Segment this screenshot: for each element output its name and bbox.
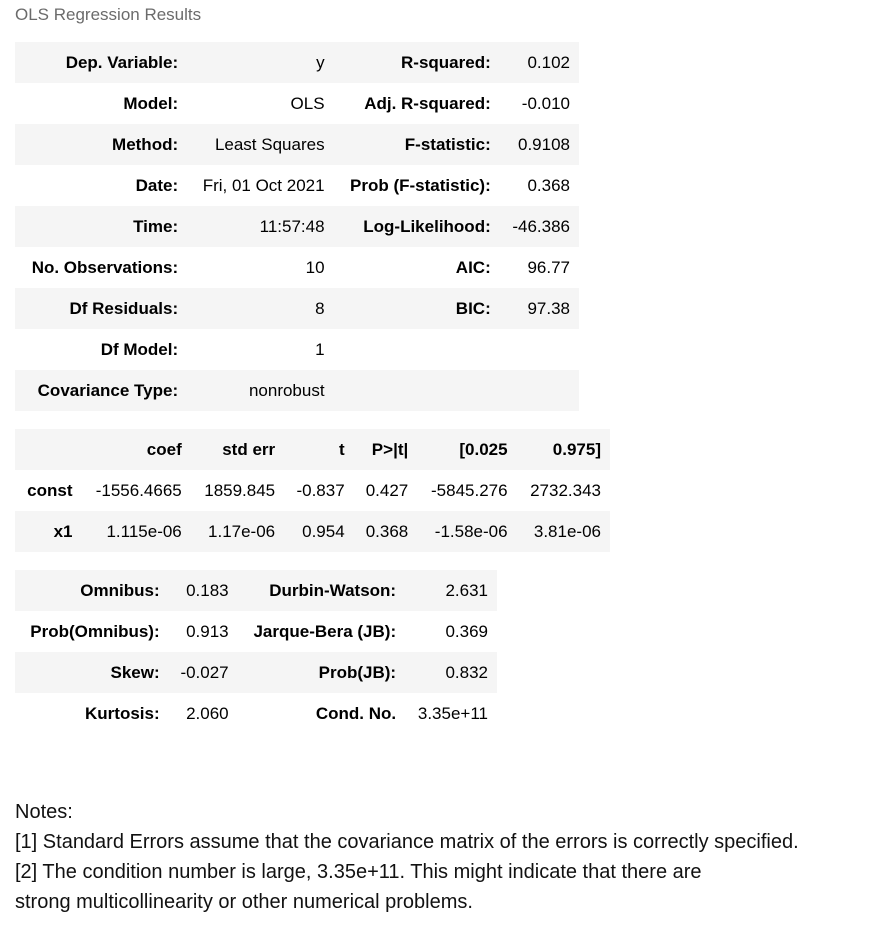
column-header: t: [339, 439, 345, 459]
table-cell: 2732.343: [530, 480, 601, 500]
stat-value: Fri, 01 Oct 2021: [202, 175, 325, 195]
table-cell: 0.427: [365, 480, 409, 500]
column-header: coef: [146, 439, 182, 459]
table-row: [15, 124, 579, 165]
table-row: [15, 165, 579, 206]
column-header: [15, 429, 82, 470]
stat-label: Df Model:: [100, 339, 179, 359]
notes-heading: Notes:: [15, 801, 73, 823]
stat-value: 3.35e+11: [417, 703, 488, 723]
table-row: [15, 652, 497, 693]
table-cell: 1.115e-06: [106, 521, 182, 541]
stat-value: 2.631: [445, 580, 488, 600]
table-cell: -5845.276: [431, 480, 508, 500]
stat-label: Omnibus:: [80, 580, 160, 600]
stat-value: 0.102: [527, 52, 570, 72]
stat-value: 0.369: [445, 621, 488, 641]
stat-label: Adj. R-squared:: [364, 93, 491, 113]
stat-label: R-squared:: [401, 52, 491, 72]
table-header-row: [15, 429, 610, 470]
stat-value: y: [316, 52, 325, 72]
stat-label: Model:: [123, 93, 179, 113]
table-row: [15, 611, 497, 652]
table-row: [15, 470, 610, 511]
stat-value: 8: [315, 298, 325, 318]
table-row: [15, 42, 579, 83]
diagnostics-table: [15, 570, 497, 734]
row-label: const: [27, 480, 73, 500]
table-cell: 1.17e-06: [208, 521, 276, 541]
stat-label: Prob (F-statistic):: [350, 175, 491, 195]
stat-label: Covariance Type:: [37, 380, 179, 400]
table-cell: 3.81e-06: [533, 521, 601, 541]
stat-label: Method:: [112, 134, 179, 154]
stat-label: Date:: [135, 175, 179, 195]
stat-value: 0.183: [186, 580, 229, 600]
model-summary-table: [15, 42, 579, 411]
table-row: [15, 206, 579, 247]
stat-label: AIC:: [455, 257, 491, 277]
table-caption: OLS Regression Results: [15, 5, 202, 24]
stat-label: [334, 329, 500, 370]
table-row: [15, 247, 579, 288]
stat-value: -0.027: [180, 662, 229, 682]
stat-value: -46.386: [512, 216, 570, 236]
stat-label: Kurtosis:: [85, 703, 160, 723]
stat-label: Df Residuals:: [69, 298, 179, 318]
stat-label: Prob(JB):: [318, 662, 397, 682]
stat-value: OLS: [290, 93, 325, 113]
table-row: [15, 570, 497, 611]
stat-label: BIC:: [455, 298, 491, 318]
stat-label: Cond. No.: [315, 703, 397, 723]
table-row: [15, 370, 579, 411]
stat-label: Prob(Omnibus):: [30, 621, 160, 641]
stat-label: Time:: [133, 216, 179, 236]
stat-label: F-statistic:: [404, 134, 491, 154]
stat-value: 11:57:48: [259, 216, 325, 236]
note-line: [2] The condition number is large, 3.35e+11. This might indicate that there are: [15, 861, 702, 883]
table-cell: -0.837: [296, 480, 345, 500]
stat-value: 96.77: [527, 257, 570, 277]
table-cell: 1859.845: [204, 480, 276, 500]
note-line: [1] Standard Errors assume that the covariance matrix of the errors is correctly specified.: [15, 831, 799, 853]
stat-label: Dep. Variable:: [65, 52, 179, 72]
stat-value: 0.832: [445, 662, 488, 682]
stat-value: 2.060: [186, 703, 229, 723]
stat-label: [334, 370, 500, 411]
table-row: [15, 693, 497, 734]
stat-value: 0.9108: [518, 134, 570, 154]
note-line: strong multicollinearity or other numerical problems.: [15, 891, 473, 913]
column-header: P>|t|: [371, 439, 409, 459]
stat-value: [500, 329, 579, 370]
stat-label: No. Observations:: [31, 257, 179, 277]
table-cell: -1556.4665: [95, 480, 182, 500]
stat-label: Durbin-Watson:: [269, 580, 397, 600]
stat-value: 0.368: [527, 175, 570, 195]
row-label: x1: [53, 521, 73, 541]
notes-section: [15, 797, 875, 917]
table-row: [15, 511, 610, 552]
table-cell: -1.58e-06: [434, 521, 508, 541]
stat-value: 1: [315, 339, 325, 359]
table-row: [15, 288, 579, 329]
stat-value: 0.913: [186, 621, 229, 641]
stat-label: Jarque-Bera (JB):: [253, 621, 397, 641]
stat-value: 97.38: [527, 298, 570, 318]
stat-label: Log-Likelihood:: [363, 216, 491, 236]
stat-value: -0.010: [521, 93, 570, 113]
stat-label: Skew:: [110, 662, 160, 682]
column-header: std err: [222, 439, 276, 459]
coefficients-table: [15, 429, 610, 552]
table-cell: 0.368: [365, 521, 409, 541]
table-row: [15, 83, 579, 124]
stat-value: nonrobust: [248, 380, 325, 400]
table-cell: 0.954: [302, 521, 345, 541]
stat-value: Least Squares: [214, 134, 325, 154]
stat-value: [500, 370, 579, 411]
stat-value: 10: [305, 257, 325, 277]
column-header: 0.975]: [552, 439, 601, 459]
column-header: [0.025: [459, 439, 508, 459]
table-row: [15, 329, 579, 370]
